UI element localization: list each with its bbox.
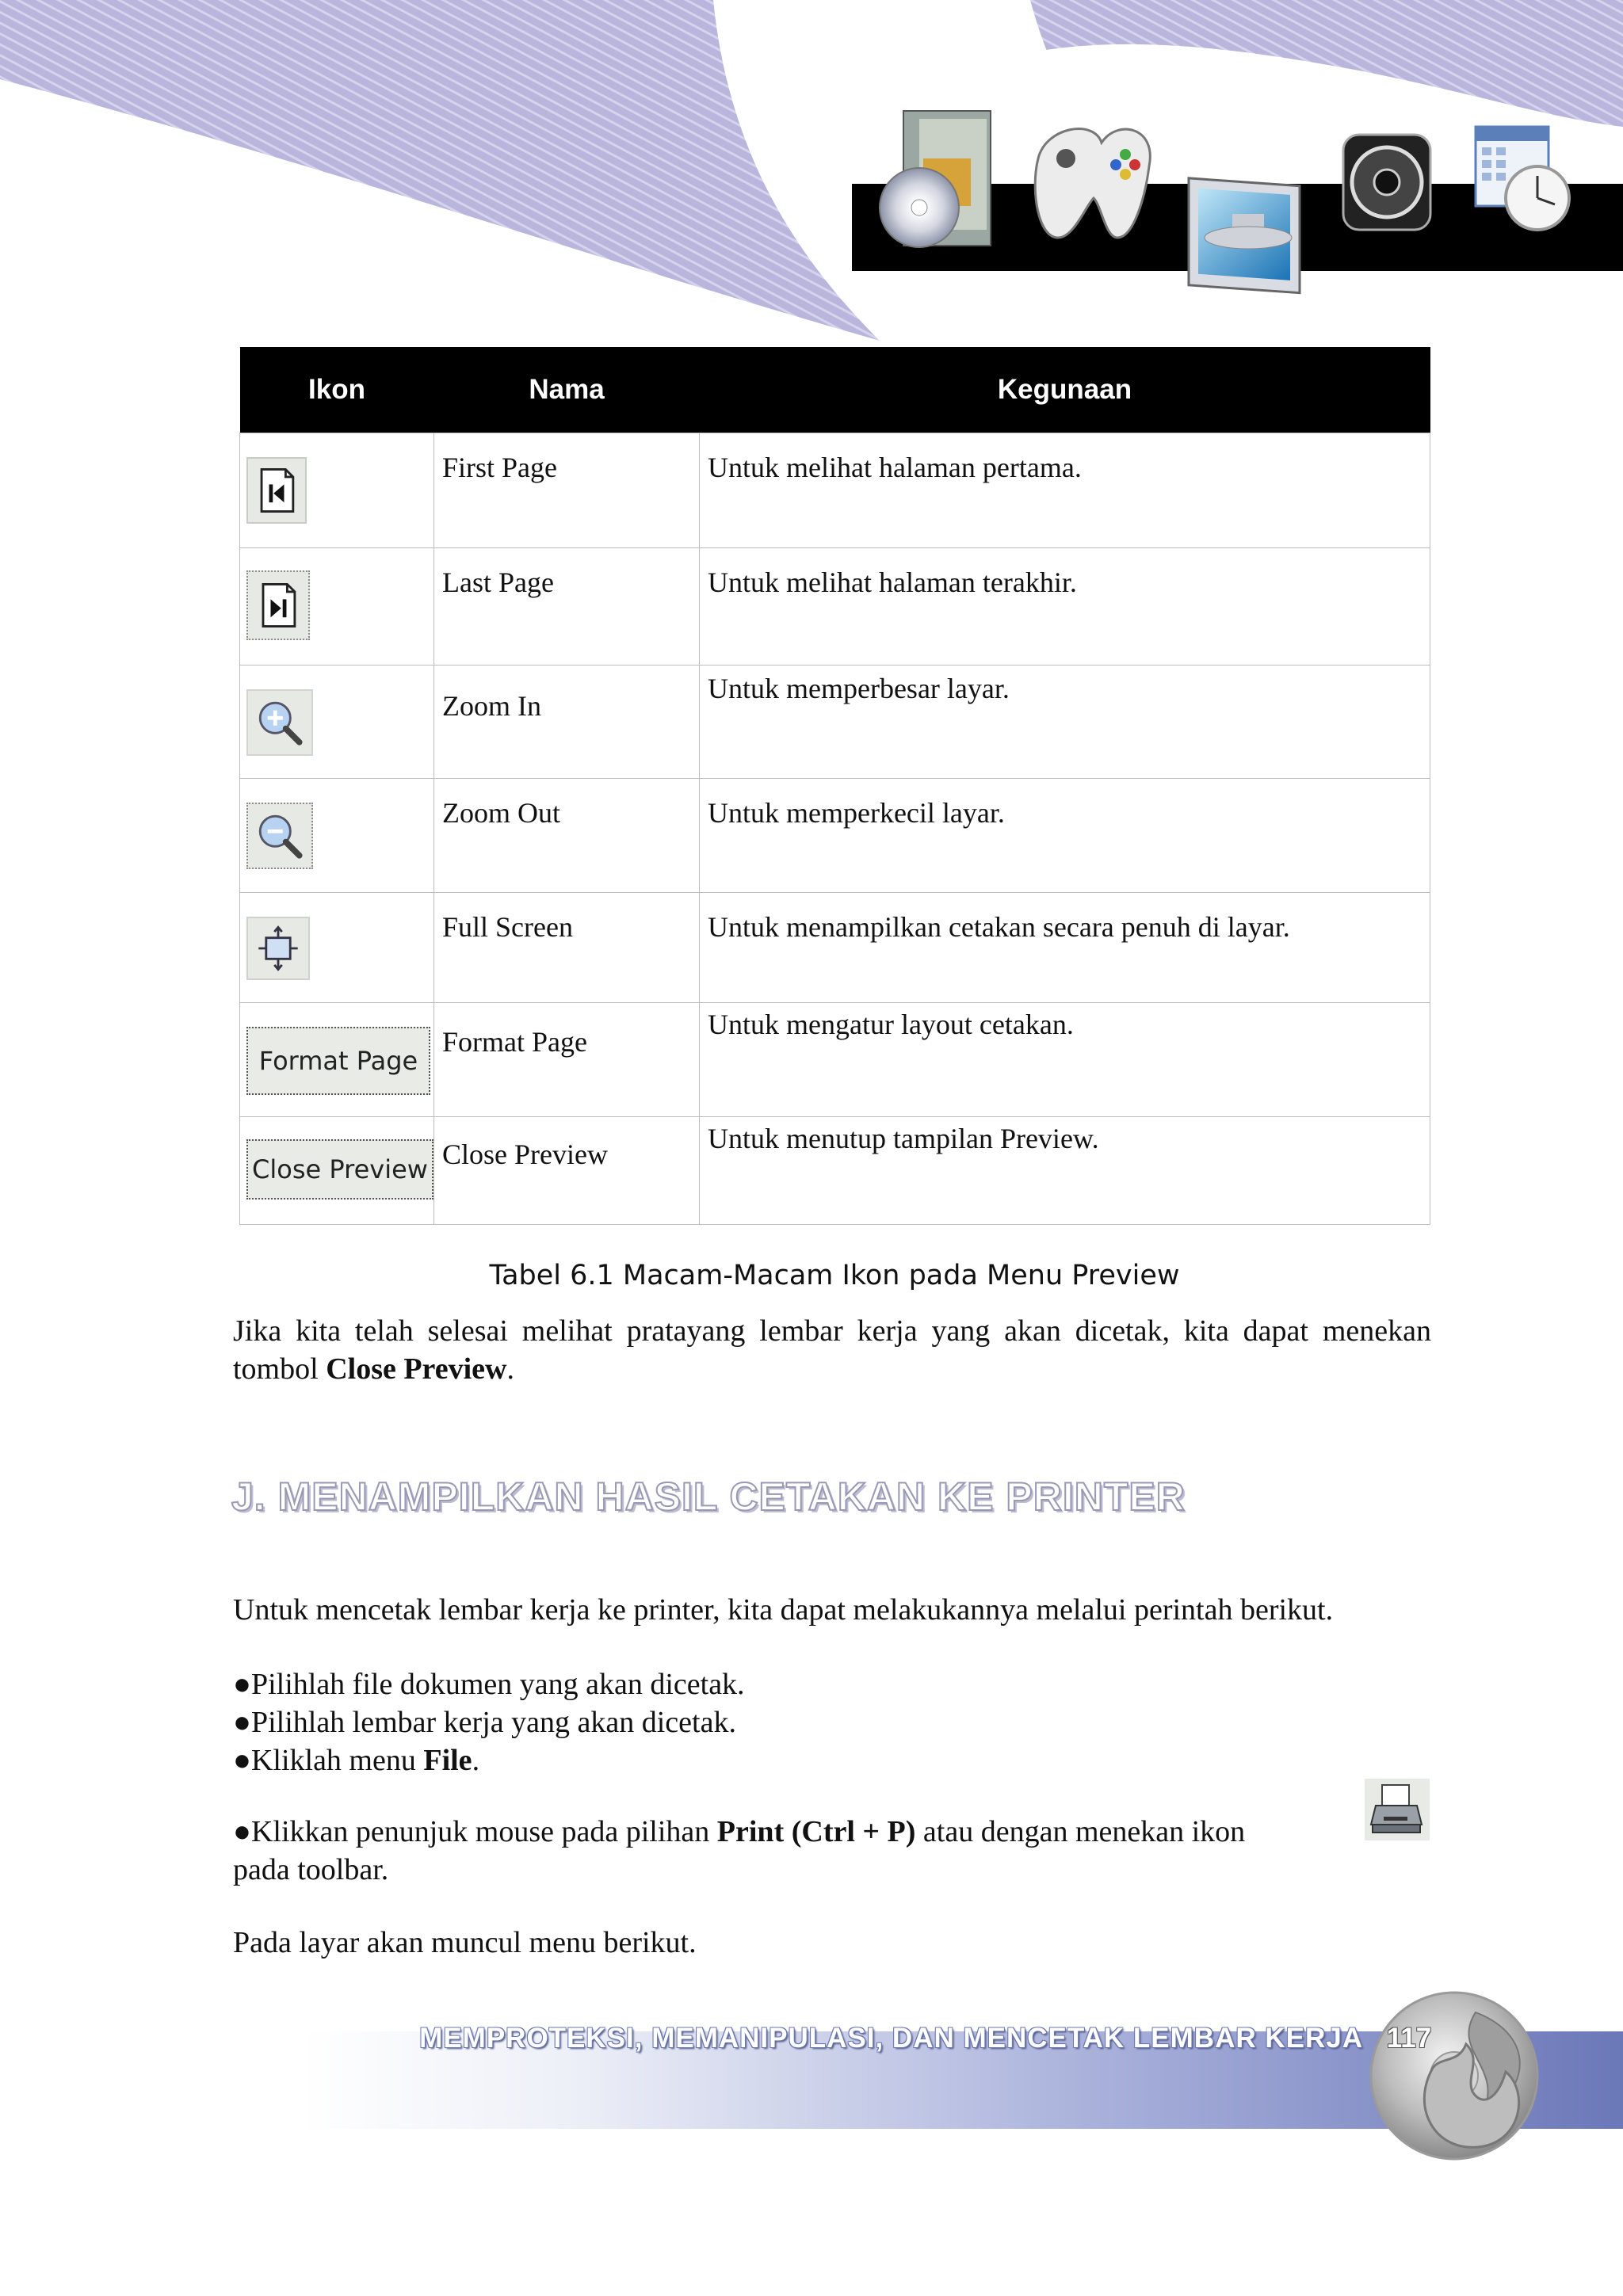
header-nama: Nama (434, 347, 700, 433)
intro-bold: Close Preview (326, 1352, 507, 1386)
first-page-icon (246, 457, 307, 524)
monitor-icon (1189, 178, 1300, 293)
row-name: Zoom Out (434, 779, 700, 893)
zoom-in-icon (246, 689, 313, 756)
header-ikon: Ikon (240, 347, 434, 433)
icon-cell (240, 1003, 434, 1117)
bullet-item: ●Pilihlah file dokumen yang akan dicetak. (233, 1668, 745, 1701)
format-page-button-icon: Format Page (246, 1027, 430, 1095)
table-row (240, 1117, 1430, 1225)
bullet-continuation: pada toolbar. (233, 1853, 389, 1886)
section-title: J. MENAMPILKAN HASIL CETAKAN KE PRINTER (231, 1474, 1186, 1519)
row-use: Untuk mengatur layout cetakan. (700, 1003, 1430, 1117)
table-row (240, 1003, 1430, 1117)
row-name: Close Preview (434, 1117, 700, 1225)
bullet-item: ●Pilihlah lembar kerja yang akan dicetak. (233, 1706, 736, 1739)
icon-cell (240, 1117, 434, 1225)
row-use: Untuk menampilkan cetakan secara penuh di layar. (700, 893, 1430, 1003)
row-use: Untuk memperbesar layar. (700, 666, 1430, 779)
bullet-bold: Print (Ctrl + P) (716, 1815, 916, 1848)
bullet-bold: File (423, 1744, 472, 1777)
icon-cell (240, 548, 434, 666)
table-row (240, 779, 1430, 893)
bullet-text: ●Klikkan penunjuk mouse pada pilihan (233, 1815, 717, 1848)
zoom-out-icon (246, 803, 313, 869)
row-name: Last Page (434, 548, 700, 666)
intro-text: Jika kita telah selesai melihat pratayang lembar kerja yang akan dicetak, kita dapat menekan tombol (233, 1314, 1431, 1386)
bullet-end: atau dengan menekan ikon (915, 1815, 1246, 1848)
table-caption: Tabel 6.1 Macam-Macam Ikon pada Menu Preview (489, 1260, 1180, 1291)
icon-cell (240, 893, 434, 1003)
icon-cell (240, 779, 434, 893)
page-number: 117 (1386, 2023, 1432, 2054)
row-use: Untuk melihat halaman terakhir. (700, 548, 1430, 666)
footer-chapter-title: MEMPROTEKSI, MEMANIPULASI, DAN MENCETAK LEMBAR KERJA (419, 2023, 1363, 2054)
disc-flame-icon (1371, 1993, 1537, 2159)
printer-icon (1365, 1779, 1430, 1840)
header-decoration (0, 0, 1623, 349)
intro-paragraph (233, 1312, 1431, 1388)
table-row (240, 548, 1430, 666)
icon-cell (240, 666, 434, 779)
row-use: Untuk melihat halaman pertama. (700, 433, 1430, 548)
bullet-item (233, 1741, 1431, 1779)
footer-decoration (0, 1981, 1623, 2187)
intro-end: . (506, 1352, 514, 1386)
table-row (240, 433, 1430, 548)
bullet-item (233, 1813, 1358, 1851)
icon-cell (240, 433, 434, 548)
preview-icons-table (239, 347, 1430, 1225)
bullet-end: . (472, 1744, 480, 1777)
table-header-row (240, 347, 1430, 433)
row-name: Zoom In (434, 666, 700, 779)
close-preview-button-icon: Close Preview (246, 1139, 433, 1199)
bullet-text: ●Kliklah menu (233, 1744, 424, 1777)
last-page-icon (246, 570, 310, 640)
row-use: Untuk memperkecil layar. (700, 779, 1430, 893)
header-kegunaan: Kegunaan (700, 347, 1430, 433)
table-row (240, 893, 1430, 1003)
paragraph-menu-appears: Pada layar akan muncul menu berikut. (233, 1926, 697, 1959)
row-name: First Page (434, 433, 700, 548)
full-screen-icon (246, 917, 310, 980)
paragraph-print-intro: Untuk mencetak lembar kerja ke printer, kita dapat melakukannya melalui perintah berikut. (233, 1593, 1334, 1627)
row-name: Format Page (434, 1003, 700, 1117)
table-row (240, 666, 1430, 779)
speaker-icon (1343, 135, 1430, 230)
row-name: Full Screen (434, 893, 700, 1003)
row-use: Untuk menutup tampilan Preview. (700, 1117, 1430, 1225)
